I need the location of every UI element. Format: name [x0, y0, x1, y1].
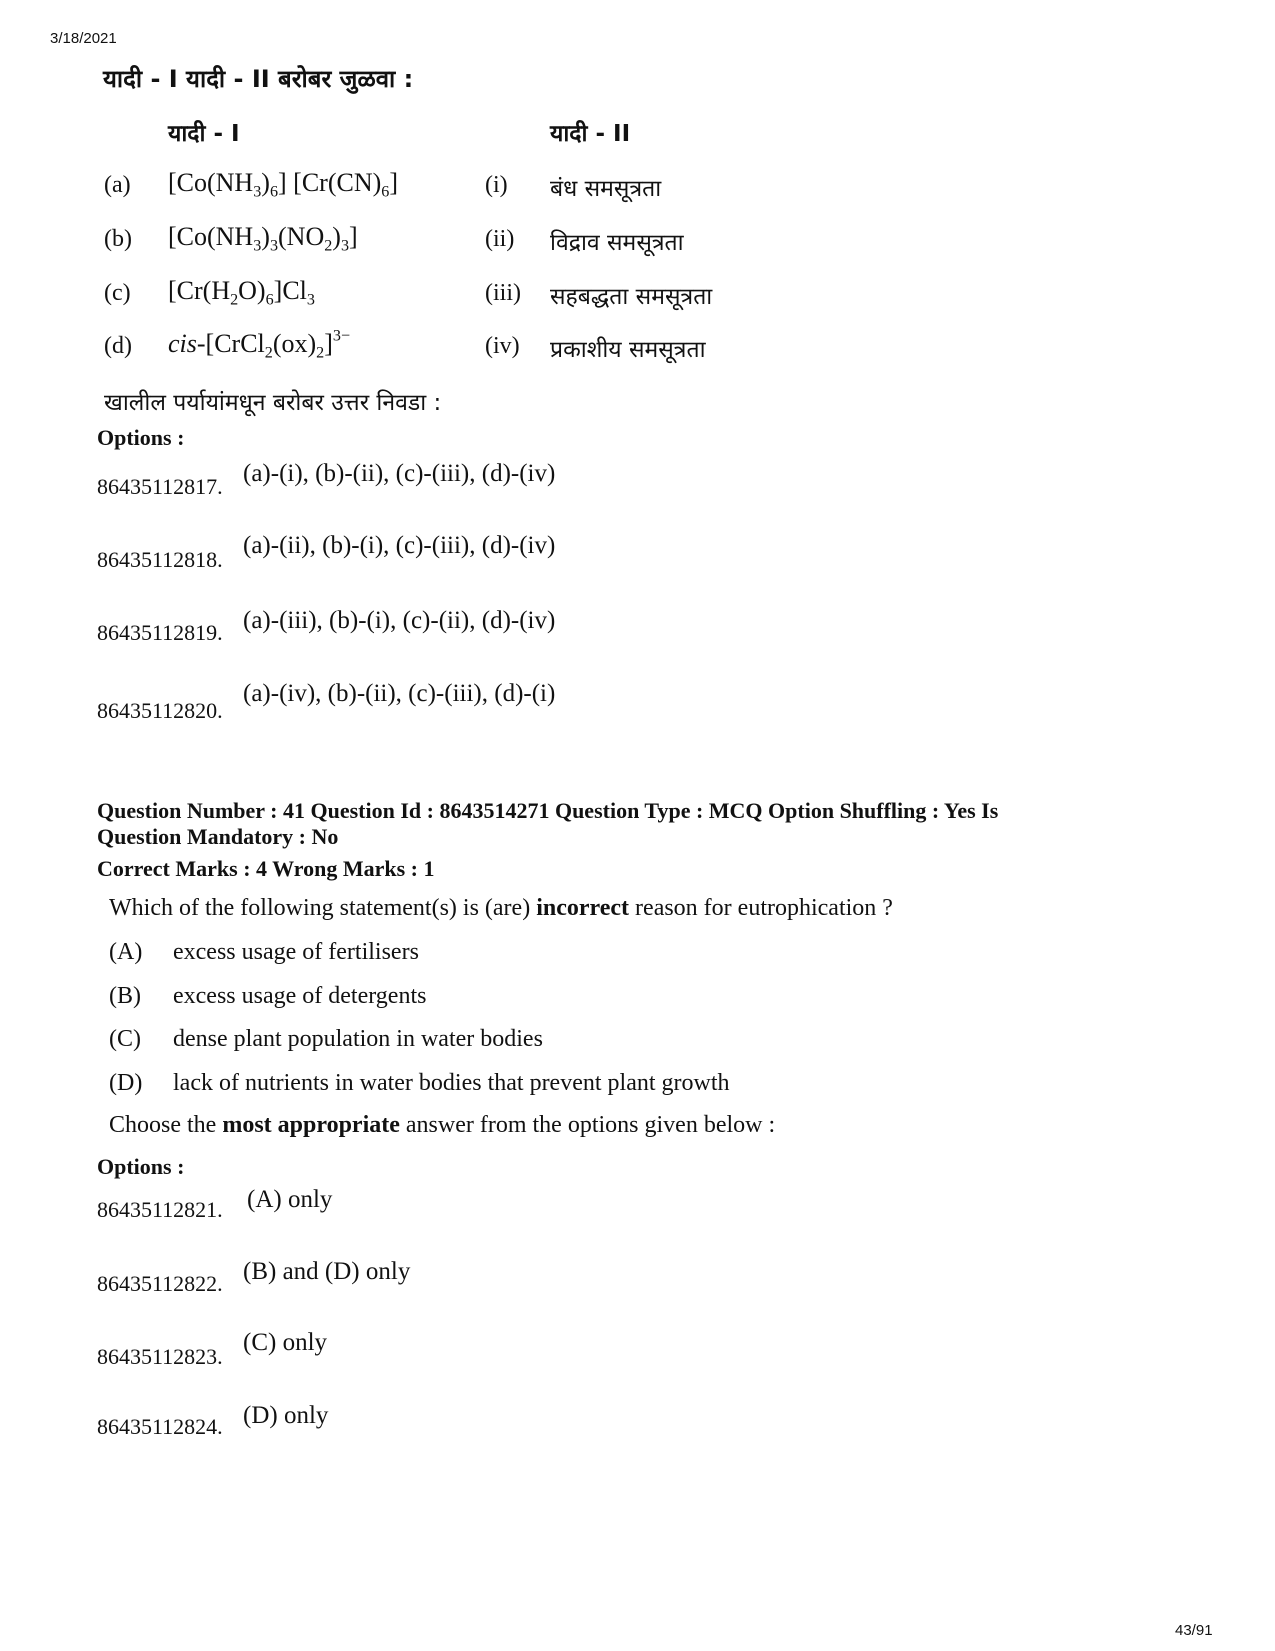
q41-choose-post: answer from the options given below : — [405, 1112, 776, 1138]
print-date: 3/18/2021 — [50, 30, 117, 47]
q41-options-heading: Options : — [97, 1154, 185, 1179]
list1-label-a: (a) — [104, 172, 131, 198]
option-id: 86435112817. — [97, 474, 223, 499]
option-id: 86435112823. — [97, 1344, 223, 1369]
q41-choose-pre: Choose the — [109, 1112, 217, 1138]
option-text[interactable]: (B) and (D) only — [243, 1258, 411, 1285]
statement-text-c: dense plant population in water bodies — [173, 1026, 543, 1052]
list2-text-i: बंध समसूत्रता — [550, 176, 662, 202]
list1-formula-d: cis-$[CrCl_2(ox)_2]^{3-}$ — [168, 327, 351, 362]
option-text[interactable]: (C) only — [243, 1329, 328, 1356]
q41-stem-emphasis: incorrect — [536, 895, 630, 921]
option-text[interactable]: (a)-(iii), (b)-(i), (c)-(ii), (d)-(iv) — [243, 607, 556, 634]
list2-text-iii: सहबद्धता समसूत्रता — [550, 284, 713, 310]
q41-meta-line2: Question Mandatory : No — [97, 824, 339, 849]
list2-text-iv: प्रकाशीय समसूत्रता — [550, 337, 706, 363]
list1-formula-a: $[Co(NH_3)_6]$ $[Cr(CN)_6]$ — [168, 168, 399, 201]
statement-label-b: (B) — [109, 983, 141, 1009]
list2-label-i: (i) — [485, 172, 508, 198]
option-id: 86435112819. — [97, 620, 223, 645]
q41-stem — [109, 895, 893, 922]
list2-label-ii: (ii) — [485, 226, 515, 252]
q41-marks: Correct Marks : 4 Wrong Marks : 1 — [97, 856, 435, 881]
list2-text-ii: विद्राव समसूत्रता — [550, 230, 684, 256]
statement-text-d: lack of nutrients in water bodies that prevent plant growth — [173, 1070, 730, 1096]
q41-choose-emphasis: most appropriate — [222, 1112, 400, 1138]
q41-stem-post: reason for eutrophication ? — [635, 895, 893, 921]
statement-label-d: (D) — [109, 1070, 143, 1096]
list2-label-iii: (iii) — [485, 280, 521, 306]
page-number: 43/91 — [1175, 1622, 1213, 1639]
option-text[interactable]: (D) only — [243, 1402, 329, 1429]
option-id: 86435112820. — [97, 698, 223, 723]
list1-label-b: (b) — [104, 226, 132, 252]
q40-instruction: यादी - I यादी - II बरोबर जुळवा : — [103, 65, 414, 93]
list1-heading: यादी - I — [168, 121, 240, 147]
option-id: 86435112822. — [97, 1271, 223, 1296]
q41-stem-pre: Which of the following statement(s) is (are) — [109, 895, 531, 921]
statement-text-b: excess usage of detergents — [173, 983, 427, 1009]
statement-text-a: excess usage of fertilisers — [173, 939, 419, 965]
option-text[interactable]: (a)-(iv), (b)-(ii), (c)-(iii), (d)-(i) — [243, 680, 556, 707]
option-text[interactable]: (a)-(i), (b)-(ii), (c)-(iii), (d)-(iv) — [243, 460, 556, 487]
q40-choose-text: खालील पर्यायांमधून बरोबर उत्तर निवडा : — [104, 390, 442, 416]
option-id: 86435112821. — [97, 1197, 223, 1222]
list1-formula-c: $[Cr(H_2O)_6]Cl_3$ — [168, 276, 315, 309]
option-id: 86435112824. — [97, 1414, 223, 1439]
list1-label-d: (d) — [104, 333, 132, 359]
q41-meta-line1: Question Number : 41 Question Id : 8643514271 Question Type : MCQ Option Shuffling : Yes Is — [97, 798, 999, 823]
list1-label-c: (c) — [104, 280, 131, 306]
option-text[interactable]: (A) only — [247, 1186, 333, 1213]
option-id: 86435112818. — [97, 547, 223, 572]
list2-label-iv: (iv) — [485, 333, 520, 359]
statement-label-a: (A) — [109, 939, 143, 965]
list2-heading: यादी - II — [550, 121, 631, 147]
list1-formula-b: $[Co(NH_3)_3(NO_2)_3]$ — [168, 222, 358, 255]
q41-choose-text — [109, 1112, 775, 1139]
option-text[interactable]: (a)-(ii), (b)-(i), (c)-(iii), (d)-(iv) — [243, 532, 556, 559]
q40-options-heading: Options : — [97, 425, 185, 450]
statement-label-c: (C) — [109, 1026, 141, 1052]
